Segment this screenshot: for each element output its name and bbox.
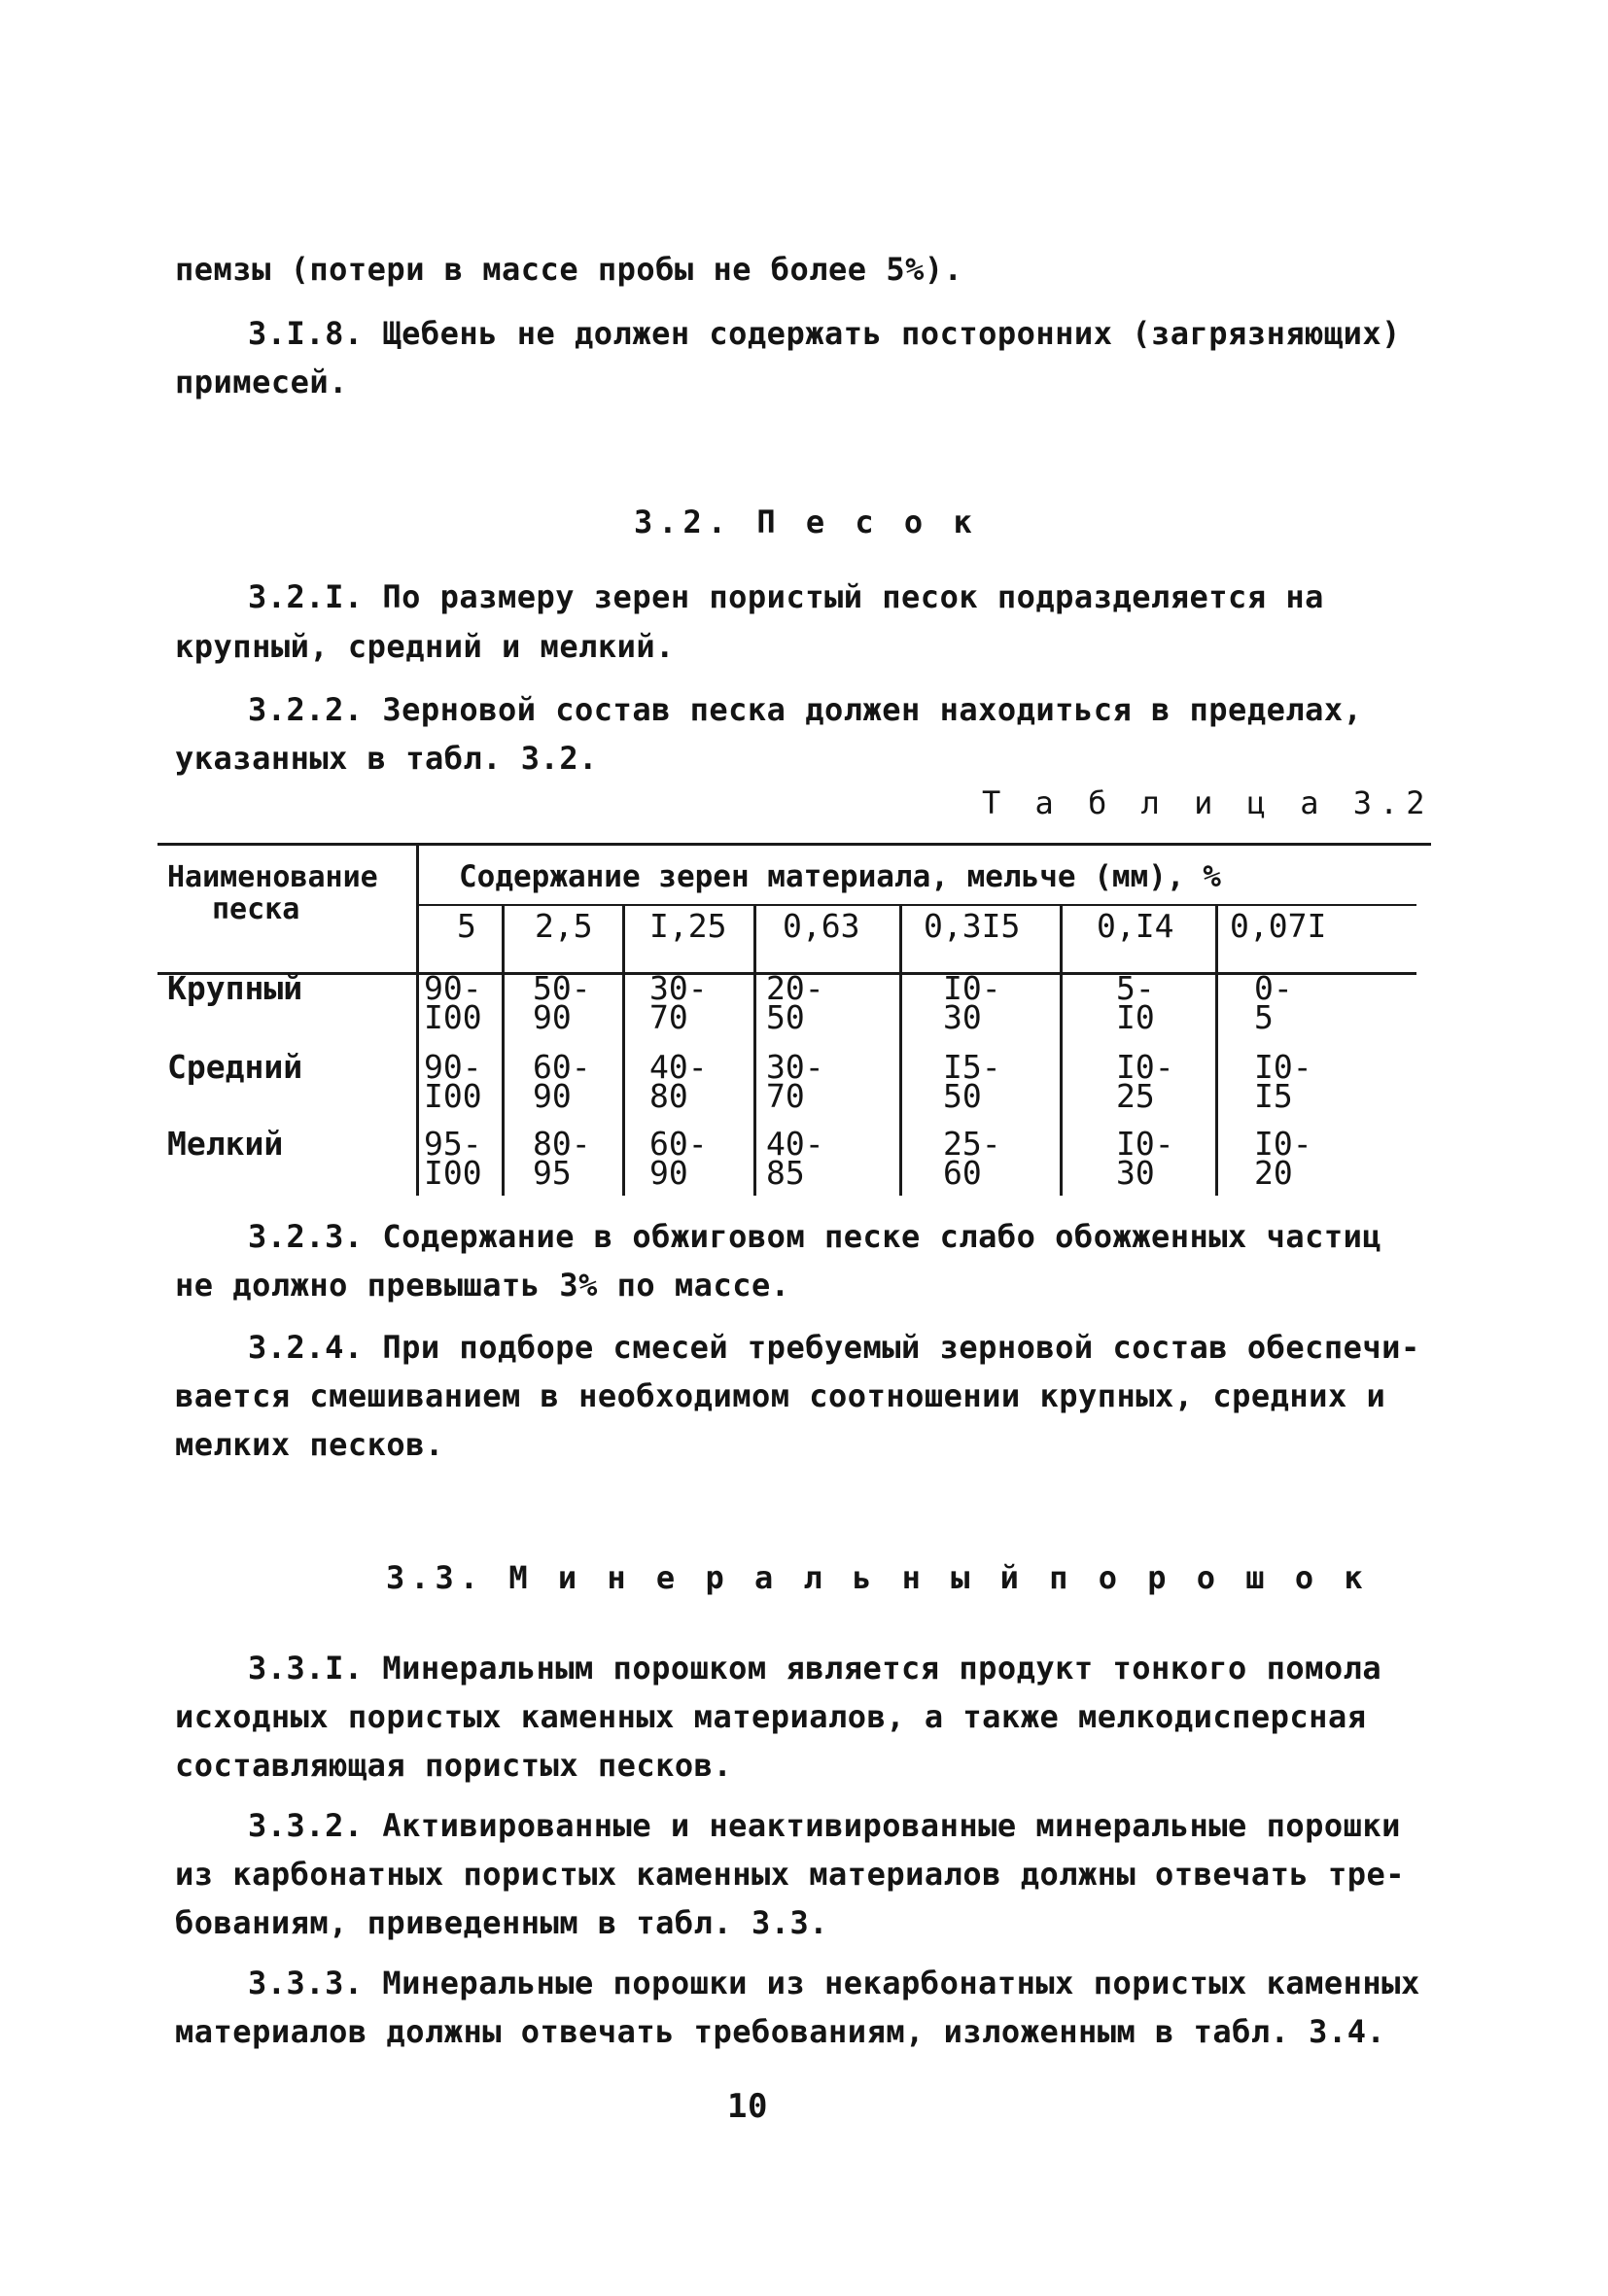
table-column-divider (1215, 904, 1218, 1196)
paragraph-3-2-3-line-2: не должно превышать 3% по массе. (175, 1267, 790, 1304)
sieve-size-header: 0,I4 (1097, 907, 1174, 945)
sieve-size-header: I,25 (649, 907, 727, 945)
table-column-divider (416, 844, 419, 1196)
paragraph-3-3-1-line-2: исходных пористых каменных материалов, а также мелкодисперсная (175, 1698, 1367, 1735)
paragraph-3-3-1-line-1: 3.3.I. Минеральным порошком является продукт тонкого помола (248, 1650, 1382, 1687)
table-cell: 90- I00 (424, 969, 482, 1036)
paragraph-3-3-3-line-2: материалов должны отвечать требованиям, изложенным в табл. 3.4. (175, 2013, 1386, 2050)
section-heading-3-3: 3.3. М и н е р а л ь н ы й п о р о ш о к (386, 1559, 1369, 1596)
table-cell: 80- 95 (533, 1125, 591, 1192)
paragraph-3-2-2-line-2: указанных в табл. 3.2. (175, 740, 598, 777)
table-cell: I0- I5 (1254, 1048, 1312, 1115)
paragraph-3-2-1-line-2: крупный, средний и мелкий. (175, 628, 675, 665)
table-cell: 95- I00 (424, 1125, 482, 1192)
paragraph-3-3-2-line-3: бованиям, приведенным в табл. 3.3. (175, 1904, 829, 1941)
table-cell: 30- 70 (766, 1048, 824, 1115)
table-caption: Т а б л и ц а 3.2 (982, 784, 1433, 821)
paragraph-3-2-3-line-1: 3.2.3. Содержание в обжиговом песке слабо обожженных частиц (248, 1218, 1382, 1255)
paragraph-3-2-4-line-3: мелких песков. (175, 1426, 444, 1463)
table-column-divider (899, 904, 902, 1196)
table-cell: 0- 5 (1254, 969, 1293, 1036)
table-column-divider (622, 904, 625, 1196)
sieve-size-header: 2,5 (535, 907, 593, 945)
table-cell: 25- 60 (943, 1125, 1001, 1192)
paragraph-line: пемзы (потери в массе пробы не более 5%). (175, 251, 963, 288)
page-number: 10 (727, 2087, 768, 2126)
table-cell: I0- 30 (943, 969, 1001, 1036)
row-label-medium: Средний (167, 1048, 303, 1086)
table-column-divider (1060, 904, 1063, 1196)
table-column-divider (753, 904, 756, 1196)
paragraph-3-3-2-line-2: из карбонатных пористых каменных материалов должны отвечать тре- (175, 1856, 1405, 1893)
row-label-coarse: Крупный (167, 969, 303, 1007)
table-cell: I0- 30 (1116, 1125, 1174, 1192)
table-column-divider (502, 904, 505, 1196)
paragraph-3-3-3-line-1: 3.3.3. Минеральные порошки из некарбонатных пористых каменных (248, 1965, 1420, 2001)
sieve-size-header: 5 (457, 907, 476, 945)
paragraph-3-1-8-line-2: примесей. (175, 364, 348, 400)
paragraph-3-3-1-line-3: составляющая пористых песков. (175, 1747, 733, 1784)
sieve-size-header: 0,63 (783, 907, 860, 945)
table-top-rule (157, 843, 1431, 846)
paragraph-3-3-2-line-1: 3.3.2. Активированные и неактивированные минеральные порошки (248, 1807, 1401, 1844)
table-subheader-rule (418, 904, 1416, 906)
table-cell: 60- 90 (649, 1125, 708, 1192)
table-cell: 90- I00 (424, 1048, 482, 1115)
sieve-size-header: 0,3I5 (924, 907, 1021, 945)
table-cell: 50- 90 (533, 969, 591, 1036)
row-label-fine: Мелкий (167, 1125, 284, 1163)
paragraph-3-1-8-line-1: 3.I.8. Щебень не должен содержать посторонних (загрязняющих) (248, 315, 1401, 352)
table-cell: 40- 80 (649, 1048, 708, 1115)
table-cell: 60- 90 (533, 1048, 591, 1115)
header-grain-content: Содержание зерен материала, мельче (мм), % (459, 859, 1221, 894)
table-cell: 5- I0 (1116, 969, 1155, 1036)
table-cell: 40- 85 (766, 1125, 824, 1192)
table-cell: 30- 70 (649, 969, 708, 1036)
paragraph-3-2-4-line-2: вается смешиванием в необходимом соотношении крупных, средних и (175, 1377, 1386, 1414)
header-sand-name: песка (212, 892, 300, 926)
sieve-size-header: 0,07I (1230, 907, 1327, 945)
table-cell: I0- 20 (1254, 1125, 1312, 1192)
table-cell: I5- 50 (943, 1048, 1001, 1115)
table-cell: I0- 25 (1116, 1048, 1174, 1115)
header-sand-name: Наименование (167, 860, 378, 894)
section-heading-3-2: 3.2. П е с о к (634, 504, 978, 540)
paragraph-3-2-2-line-1: 3.2.2. Зерновой состав песка должен находиться в пределах, (248, 691, 1363, 728)
paragraph-3-2-4-line-1: 3.2.4. При подборе смесей требуемый зерновой состав обеспечи- (248, 1329, 1420, 1366)
table-cell: 20- 50 (766, 969, 824, 1036)
paragraph-3-2-1-line-1: 3.2.I. По размеру зерен пористый песок подразделяется на (248, 578, 1324, 615)
